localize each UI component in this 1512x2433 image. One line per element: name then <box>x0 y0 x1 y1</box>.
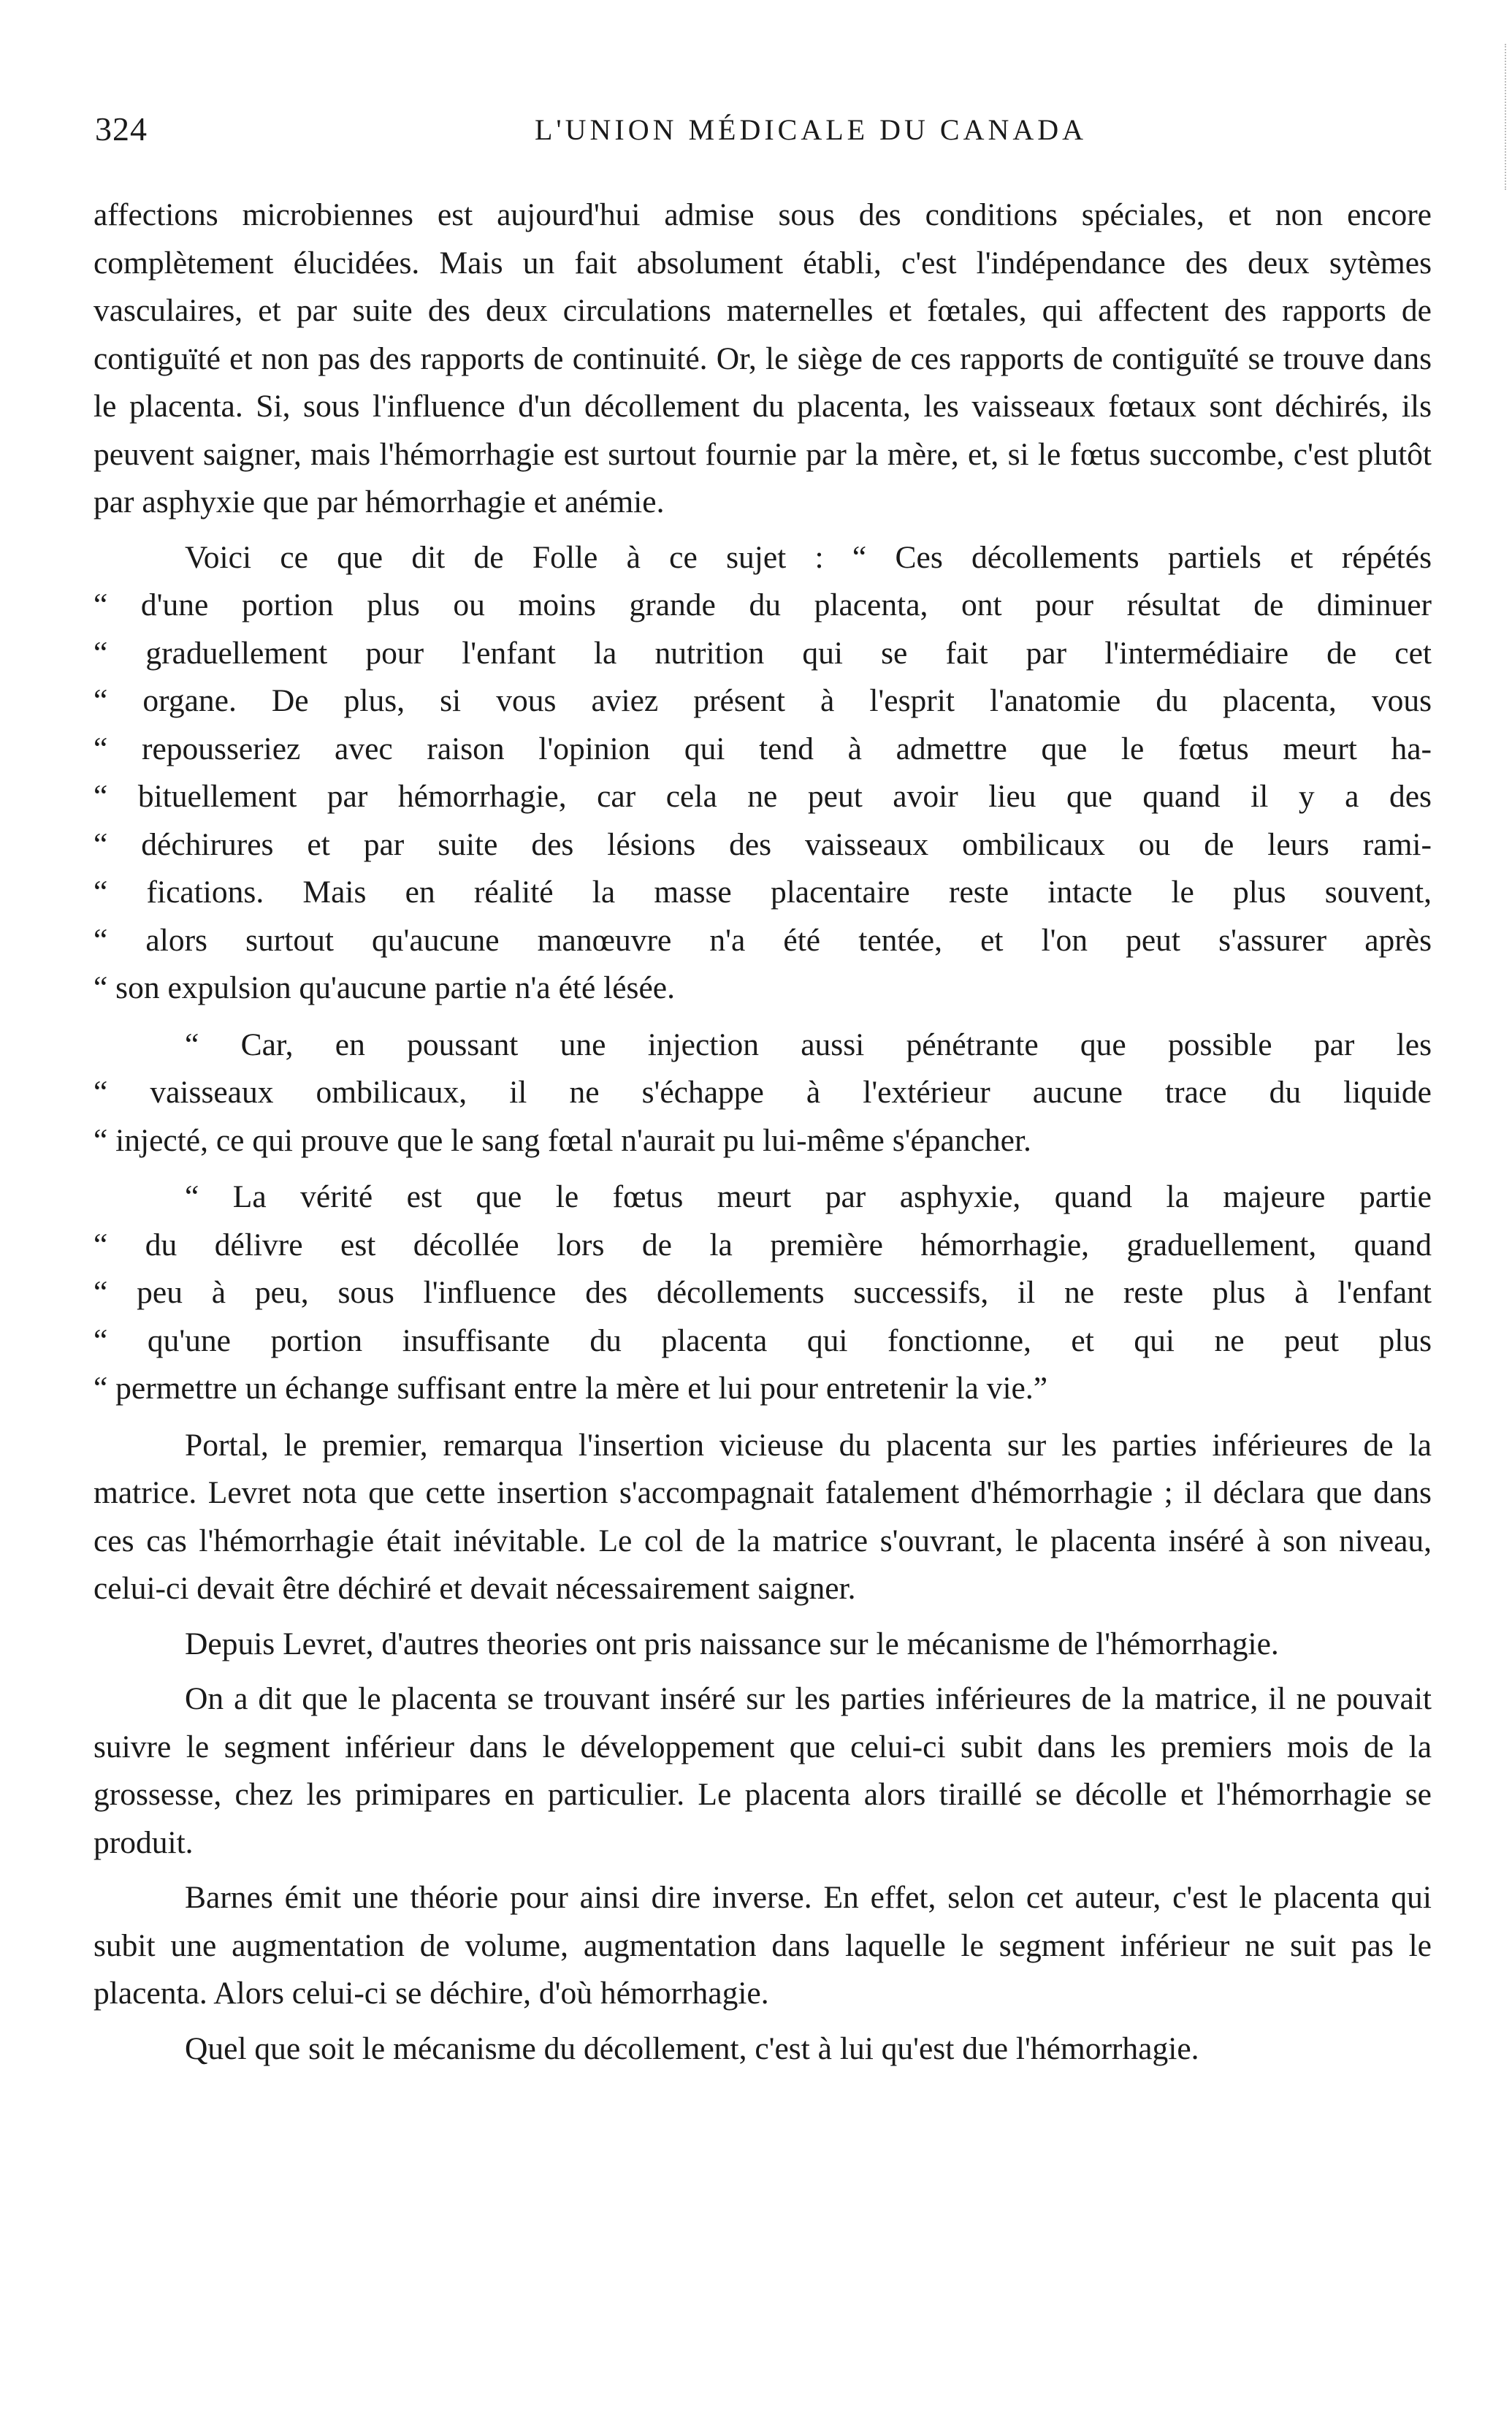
quote-line: “ bituellement par hémorrhagie, car cela ne peut avoir lieu que quand il y a des <box>93 779 1432 814</box>
body-text <box>93 191 1432 2080</box>
quote-asphyxie <box>93 1173 1432 1413</box>
quote-line: “ son expulsion qu'aucune partie n'a été lésée. <box>93 970 675 1005</box>
quote-folle <box>93 534 1432 1013</box>
paragraph-levret: Depuis Levret, d'autres theories ont pris naissance sur le mécanisme de l'hémorrhagie. <box>185 1626 1279 1661</box>
quote-line: “ Car, en poussant une injection aussi pénétrante que possible par les <box>185 1027 1432 1062</box>
paragraph-barnes: Barnes émit une théorie pour ainsi dire inverse. En effet, selon cet auteur, c'est le placenta qui subit une augmentation de volume, augmentation dans laquelle le segment inférieur ne suit pas le placenta. Alors celui-ci se déchire, d'où hémorrhagie. <box>93 1880 1432 2011</box>
quote-line: “ d'une portion plus ou moins grande du placenta, ont pour résultat de diminuer <box>93 587 1432 622</box>
quote-line: “ alors surtout qu'aucune manœuvre n'a été tentée, et l'on peut s'assurer après <box>93 922 1432 958</box>
paragraph-portal: Portal, le premier, remarqua l'insertion vicieuse du placenta sur les parties inférieures de la matrice. Levret nota que cette insertion s'accompagnait fatalement d'hémorrhagie ; il déclara que dans ces cas l'hémorrhagie était inévitable. Le col de la matrice s'ouvrant, le placenta inséré à son niveau, celui-ci devait être déchiré et devait nécessairement saigner. <box>93 1427 1432 1606</box>
quote-line: “ repousseriez avec raison l'opinion qui tend à admettre que le fœtus meurt ha- <box>93 731 1432 766</box>
quote-line: “ organe. De plus, si vous aviez présent à l'esprit l'anatomie du placenta, vous <box>93 683 1432 718</box>
quote-injection <box>93 1021 1432 1165</box>
quote-line: “ fications. Mais en réalité la masse placentaire reste intacte le plus souvent, <box>93 875 1432 910</box>
quote-line: “ permettre un échange suffisant entre la mère et lui pour entretenir la vie.” <box>93 1371 1048 1406</box>
running-header <box>95 110 1432 161</box>
paragraph-intro: affections microbiennes est aujourd'hui admise sous des conditions spéciales, et non encore complètement élucidées. Mais un fait absolument établi, c'est l'indépendance des deux sytèmes vasculaires, et par suite des deux circulations maternelles et fœtales, qui affectent des rapports de contiguïté et non pas des rapports de continuité. Or, le siège de ces rapports de contiguïté se trouve dans le placenta. Si, sous l'influence d'un décollement du placenta, les vaisseaux fœtaux sont déchirés, ils peuvent saigner, mais l'hémorrhagie est surtout fournie par la mère, et, si le fœtus succombe, c'est plutôt par asphyxie que par hémorrhagie et anémie. <box>93 197 1432 519</box>
paragraph-theory-segment: On a dit que le placenta se trouvant inséré sur les parties inférieures de la matrice, il ne pouvait suivre le segment inférieur dans le développement que celui-ci subit dans les premiers mois de la grossesse, chez les primipares en particulier. Le placenta alors tiraillé se décolle et l'hémorrhagie se produit. <box>93 1681 1432 1860</box>
page-number: 324 <box>95 110 148 148</box>
journal-title: L'UNION MÉDICALE DU CANADA <box>534 113 1088 146</box>
quote-line: “ graduellement pour l'enfant la nutrition qui se fait par l'intermédiaire de cet <box>93 635 1432 671</box>
quote-line: “ peu à peu, sous l'influence des décollements successifs, il ne reste plus à l'enfant <box>93 1275 1432 1310</box>
quote-line: “ qu'une portion insuffisante du placenta qui fonctionne, et qui ne peut plus <box>93 1322 1432 1358</box>
quote-line: “ du délivre est décollée lors de la première hémorrhagie, graduellement, quand <box>93 1227 1432 1263</box>
quote-line: “ La vérité est que le fœtus meurt par asphyxie, quand la majeure partie <box>185 1179 1432 1214</box>
scan-edge-mark <box>1497 44 1506 190</box>
quote-line: “ déchirures et par suite des lésions des vaisseaux ombilicaux ou de leurs rami- <box>93 826 1432 862</box>
quote-line: Voici ce que dit de Folle à ce sujet : “ Ces décollements partiels et répétés <box>185 539 1432 575</box>
paragraph-conclusion: Quel que soit le mécanisme du décollement, c'est à lui qu'est due l'hémorrhagie. <box>185 2030 1199 2066</box>
quote-line: “ vaisseaux ombilicaux, il ne s'échappe à l'extérieur aucune trace du liquide <box>93 1075 1432 1110</box>
quote-line: “ injecté, ce qui prouve que le sang fœtal n'aurait pu lui-même s'épancher. <box>93 1122 1031 1158</box>
